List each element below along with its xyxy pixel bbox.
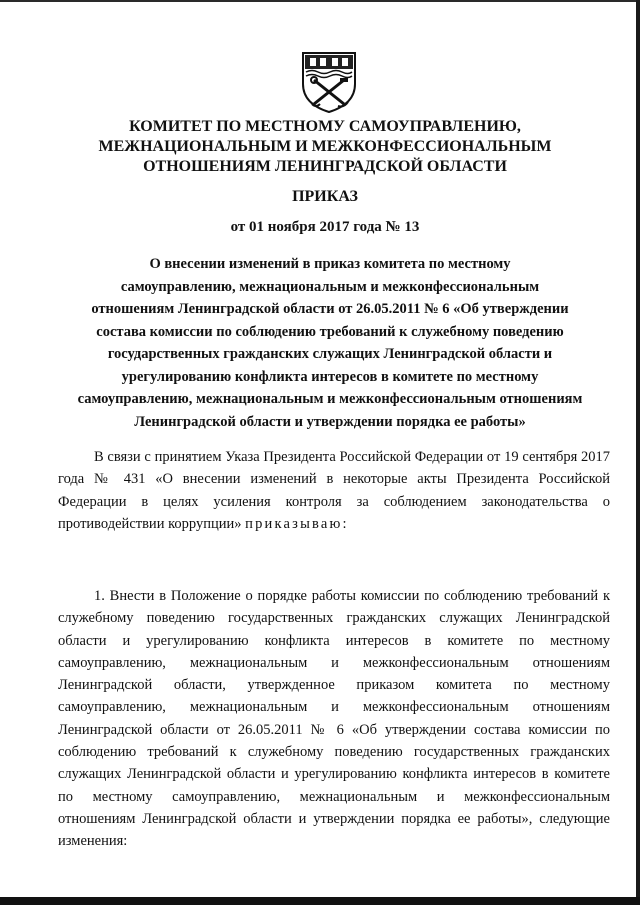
order-subject-line3: отношениям Ленинградской области от 26.05.2011 № 6 «Об утверждении [91, 301, 569, 317]
order-directive-word: приказываю: [245, 515, 349, 532]
scan-edge-right [636, 0, 640, 905]
preamble-paragraph [58, 446, 610, 535]
order-subject-line8: Ленинградской области и утверждении порядка ее работы» [134, 413, 526, 430]
order-date-number: от 01 ноября 2017 года № 13 [230, 219, 420, 235]
order-subject-line6: урегулированию конфликта интересов в комитете по местному [121, 368, 539, 385]
order-subject-line7: самоуправлению, межнациональным и межконфессиональным отношениям [77, 391, 583, 407]
order-subject-line5: государственных гражданских служащих Ленинградской области и [107, 346, 553, 362]
committee-name-line2: МЕЖНАЦИОНАЛЬНЫМ И МЕЖКОНФЕССИОНАЛЬНЫМ [98, 138, 552, 155]
scan-edge-top [0, 0, 640, 2]
order-subject-line2: самоуправлению, межнациональным и межконфессиональным [120, 278, 540, 295]
document-type: ПРИКАЗ [292, 188, 358, 205]
order-subject [60, 253, 600, 433]
scan-edge-bottom [0, 897, 640, 905]
committee-name-line1: КОМИТЕТ ПО МЕСТНОМУ САМОУПРАВЛЕНИЮ, [129, 118, 521, 135]
committee-name-line3: ОТНОШЕНИЯМ ЛЕНИНГРАДСКОЙ ОБЛАСТИ [143, 158, 507, 175]
coat-of-arms-icon [300, 50, 358, 114]
item-1-paragraph: 1. Внести в Положение о порядке работы комиссии по соблюдению требований к служебному поведению государственных гражданских служащих Ленинградской области и урегулированию конфликта интересов в комитете по местному самоуправлению, межнациональным и межконфессиональным отношениям Ленинградской области, утвержденное приказом комитета по местному самоуправлению, межнациональным и межконфессиональным отношениям Ленинградской области от 26.05.2011 № 6 «Об утверждении состава комиссии по соблюдению требований к служебному поведению государственных гражданских служащих Ленинградской области и урегулированию конфликта интересов в комитете по местному самоуправлению, межнациональным и межконфессиональным отношениям Ленинградской области и утверждении порядка ее работы», следующие изменения: [58, 588, 610, 850]
order-subject-line1: О внесении изменений в приказ комитета по местному [149, 256, 511, 272]
order-subject-line4: состава комиссии по соблюдению требований к служебному поведению [96, 323, 564, 340]
committee-name [60, 117, 590, 177]
preamble-text: В связи с принятием Указа Президента Российской Федерации от 19 сентября 2017 года № 431 «О внесении изменений в некоторые акты Президента Российской Федерации в целях усиления контроля за соблюдением законодательства о противодействии коррупции» [58, 449, 610, 532]
